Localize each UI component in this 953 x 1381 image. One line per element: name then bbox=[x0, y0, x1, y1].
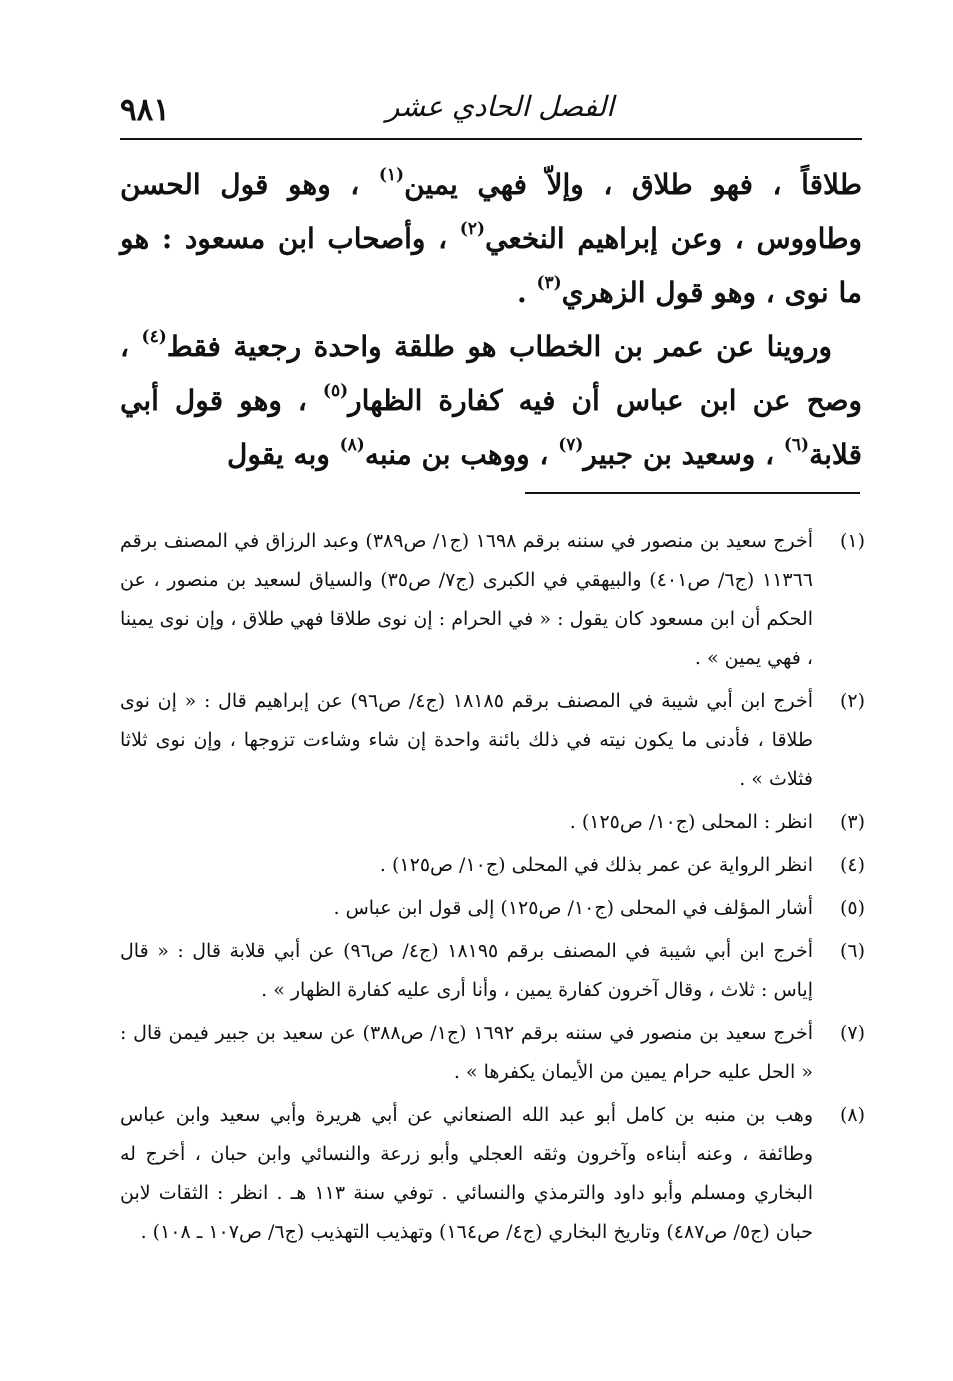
footnote-number: (٣) bbox=[839, 811, 865, 833]
footnote-number: (٢) bbox=[839, 690, 865, 712]
text-segment: ، وهو قول أبي قلابة bbox=[120, 384, 862, 471]
footnote-2 bbox=[120, 682, 865, 799]
footnote-text: انظر : المحلى (ج١٠/ ص١٢٥) . bbox=[569, 811, 813, 833]
footnote-4 bbox=[120, 846, 865, 885]
paragraph-2 bbox=[120, 320, 862, 482]
text-segment: ، وهو قول الحسن وطاووس ، وعن إبراهيم النخعي bbox=[120, 168, 863, 255]
footnote-5 bbox=[120, 889, 865, 928]
footnote-text: أخرج ابن أبي شيبة في المصنف برقم ١٨١٩٥ (ج٤/ ص٩٦) عن أبي قلابة قال : « قال إياس : ثلاث ، وقال آخرون كفارة يمين ، وأنا أرى عليه كفارة الظهار » . bbox=[120, 940, 813, 1001]
text-segment: . bbox=[516, 276, 537, 309]
footnote-text: وهب بن منبه بن كامل أبو عبد الله الصنعاني عن أبي هريرة وأبي سعيد وابن عباس وطائفة ، وعنه أبناءه وآخرون وثقه العجلي وأبو زرعة والنسائي وابن حبان ، أخرج له البخاري ومسلم وأبو داود والترمذي والنسائي . توفي سنة ١١٣ هـ . انظر : الثقات لابن حبان (ج٥/ ص٤٨٧) وتاريخ البخاري (ج٤/ ص١٦٤) وتهذيب التهذيب (ج٦/ ص١٠٧ ـ ١٠٨) . bbox=[120, 1104, 813, 1243]
text-segment: ، وصح عن ابن عباس أن فيه كفارة الظهار bbox=[120, 330, 862, 417]
text-segment: ، وسعيد بن جبير bbox=[583, 438, 784, 471]
footnote-1 bbox=[120, 522, 865, 678]
footnote-text: أشار المؤلف في المحلى (ج١٠/ ص١٢٥) إلى قول ابن عباس . bbox=[333, 897, 813, 919]
footnote-text: أخرج سعيد بن منصور في سننه برقم ١٦٩٢ (ج١/ ص٣٨٨) عن سعيد بن جبير فيمن قال : « الحل عليه حرام يمين من الأيمان يكفرها » . bbox=[120, 1022, 813, 1083]
main-text bbox=[120, 158, 862, 482]
footnote-marker-1: (١) bbox=[378, 164, 405, 185]
footnote-3 bbox=[120, 803, 865, 842]
text-segment: ، ووهب بن منبه bbox=[364, 438, 559, 471]
page-number: ٩٨١ bbox=[120, 92, 170, 128]
footnote-marker-6: (٦) bbox=[783, 434, 810, 455]
text-segment: ، وأصحاب ابن مسعود : هو ما نوى ، وهو قول الزهري bbox=[120, 222, 862, 309]
footnote-text: أخرج سعيد بن منصور في سننه برقم ١٦٩٨ (ج١/ ص٣٨٩) وعبد الرزاق في المصنف برقم ١١٣٦٦ (ج٦/ ص٤٠١) والبيهقي في الكبرى (ج٧/ ص٣٥) والسياق لسعيد بن منصور ، عن الحكم أن ابن مسعود كان يقول : « في الحرام : إن نوى طلاقا فهي طلاق ، وإن نوى يمينا ، فهي يمين » . bbox=[120, 530, 814, 669]
text-segment: وروينا عن عمر بن الخطاب هو طلقة واحدة رجعية فقط bbox=[166, 330, 832, 363]
footnote-marker-4: (٤) bbox=[141, 326, 167, 347]
footnote-number: (١) bbox=[839, 530, 865, 552]
footnote-text: انظر الرواية عن عمر بذلك في المحلى (ج١٠/ ص١٢٥) . bbox=[379, 854, 813, 876]
text-segment: طلاقاً ، فهو طلاق ، وإلاّ فهي يمين bbox=[404, 168, 862, 201]
footnote-marker-7: (٧) bbox=[558, 434, 584, 455]
paragraph-1 bbox=[120, 158, 862, 320]
footnote-marker-2: (٢) bbox=[459, 218, 485, 239]
footnote-6 bbox=[120, 932, 865, 1010]
footnote-number: (٨) bbox=[839, 1104, 865, 1126]
footnote-number: (٦) bbox=[839, 940, 865, 962]
running-title: الفصل الحادي عشر bbox=[385, 90, 615, 123]
footnote-7 bbox=[120, 1014, 865, 1092]
footnote-number: (٥) bbox=[839, 897, 865, 919]
footnote-8 bbox=[120, 1096, 865, 1252]
footnote-number: (٧) bbox=[839, 1022, 865, 1044]
footnote-separator bbox=[525, 492, 860, 494]
text-segment: وبه يقول bbox=[227, 438, 340, 471]
footnotes bbox=[120, 522, 865, 1256]
footnote-text: أخرج ابن أبي شيبة في المصنف برقم ١٨١٨٥ (ج٤/ ص٩٦) عن إبراهيم قال : « إن نوى طلاقا ، فأدنى ما يكون نيته في ذلك بائنة واحدة إن شاء وشاءت تزوجها ، وإن نوى ثلاثا فثلاث » . bbox=[120, 690, 813, 790]
footnote-number: (٤) bbox=[839, 854, 865, 876]
footnote-marker-5: (٥) bbox=[322, 380, 349, 401]
page-header bbox=[120, 78, 862, 140]
footnote-marker-8: (٨) bbox=[339, 434, 365, 455]
footnote-marker-3: (٣) bbox=[536, 272, 562, 293]
